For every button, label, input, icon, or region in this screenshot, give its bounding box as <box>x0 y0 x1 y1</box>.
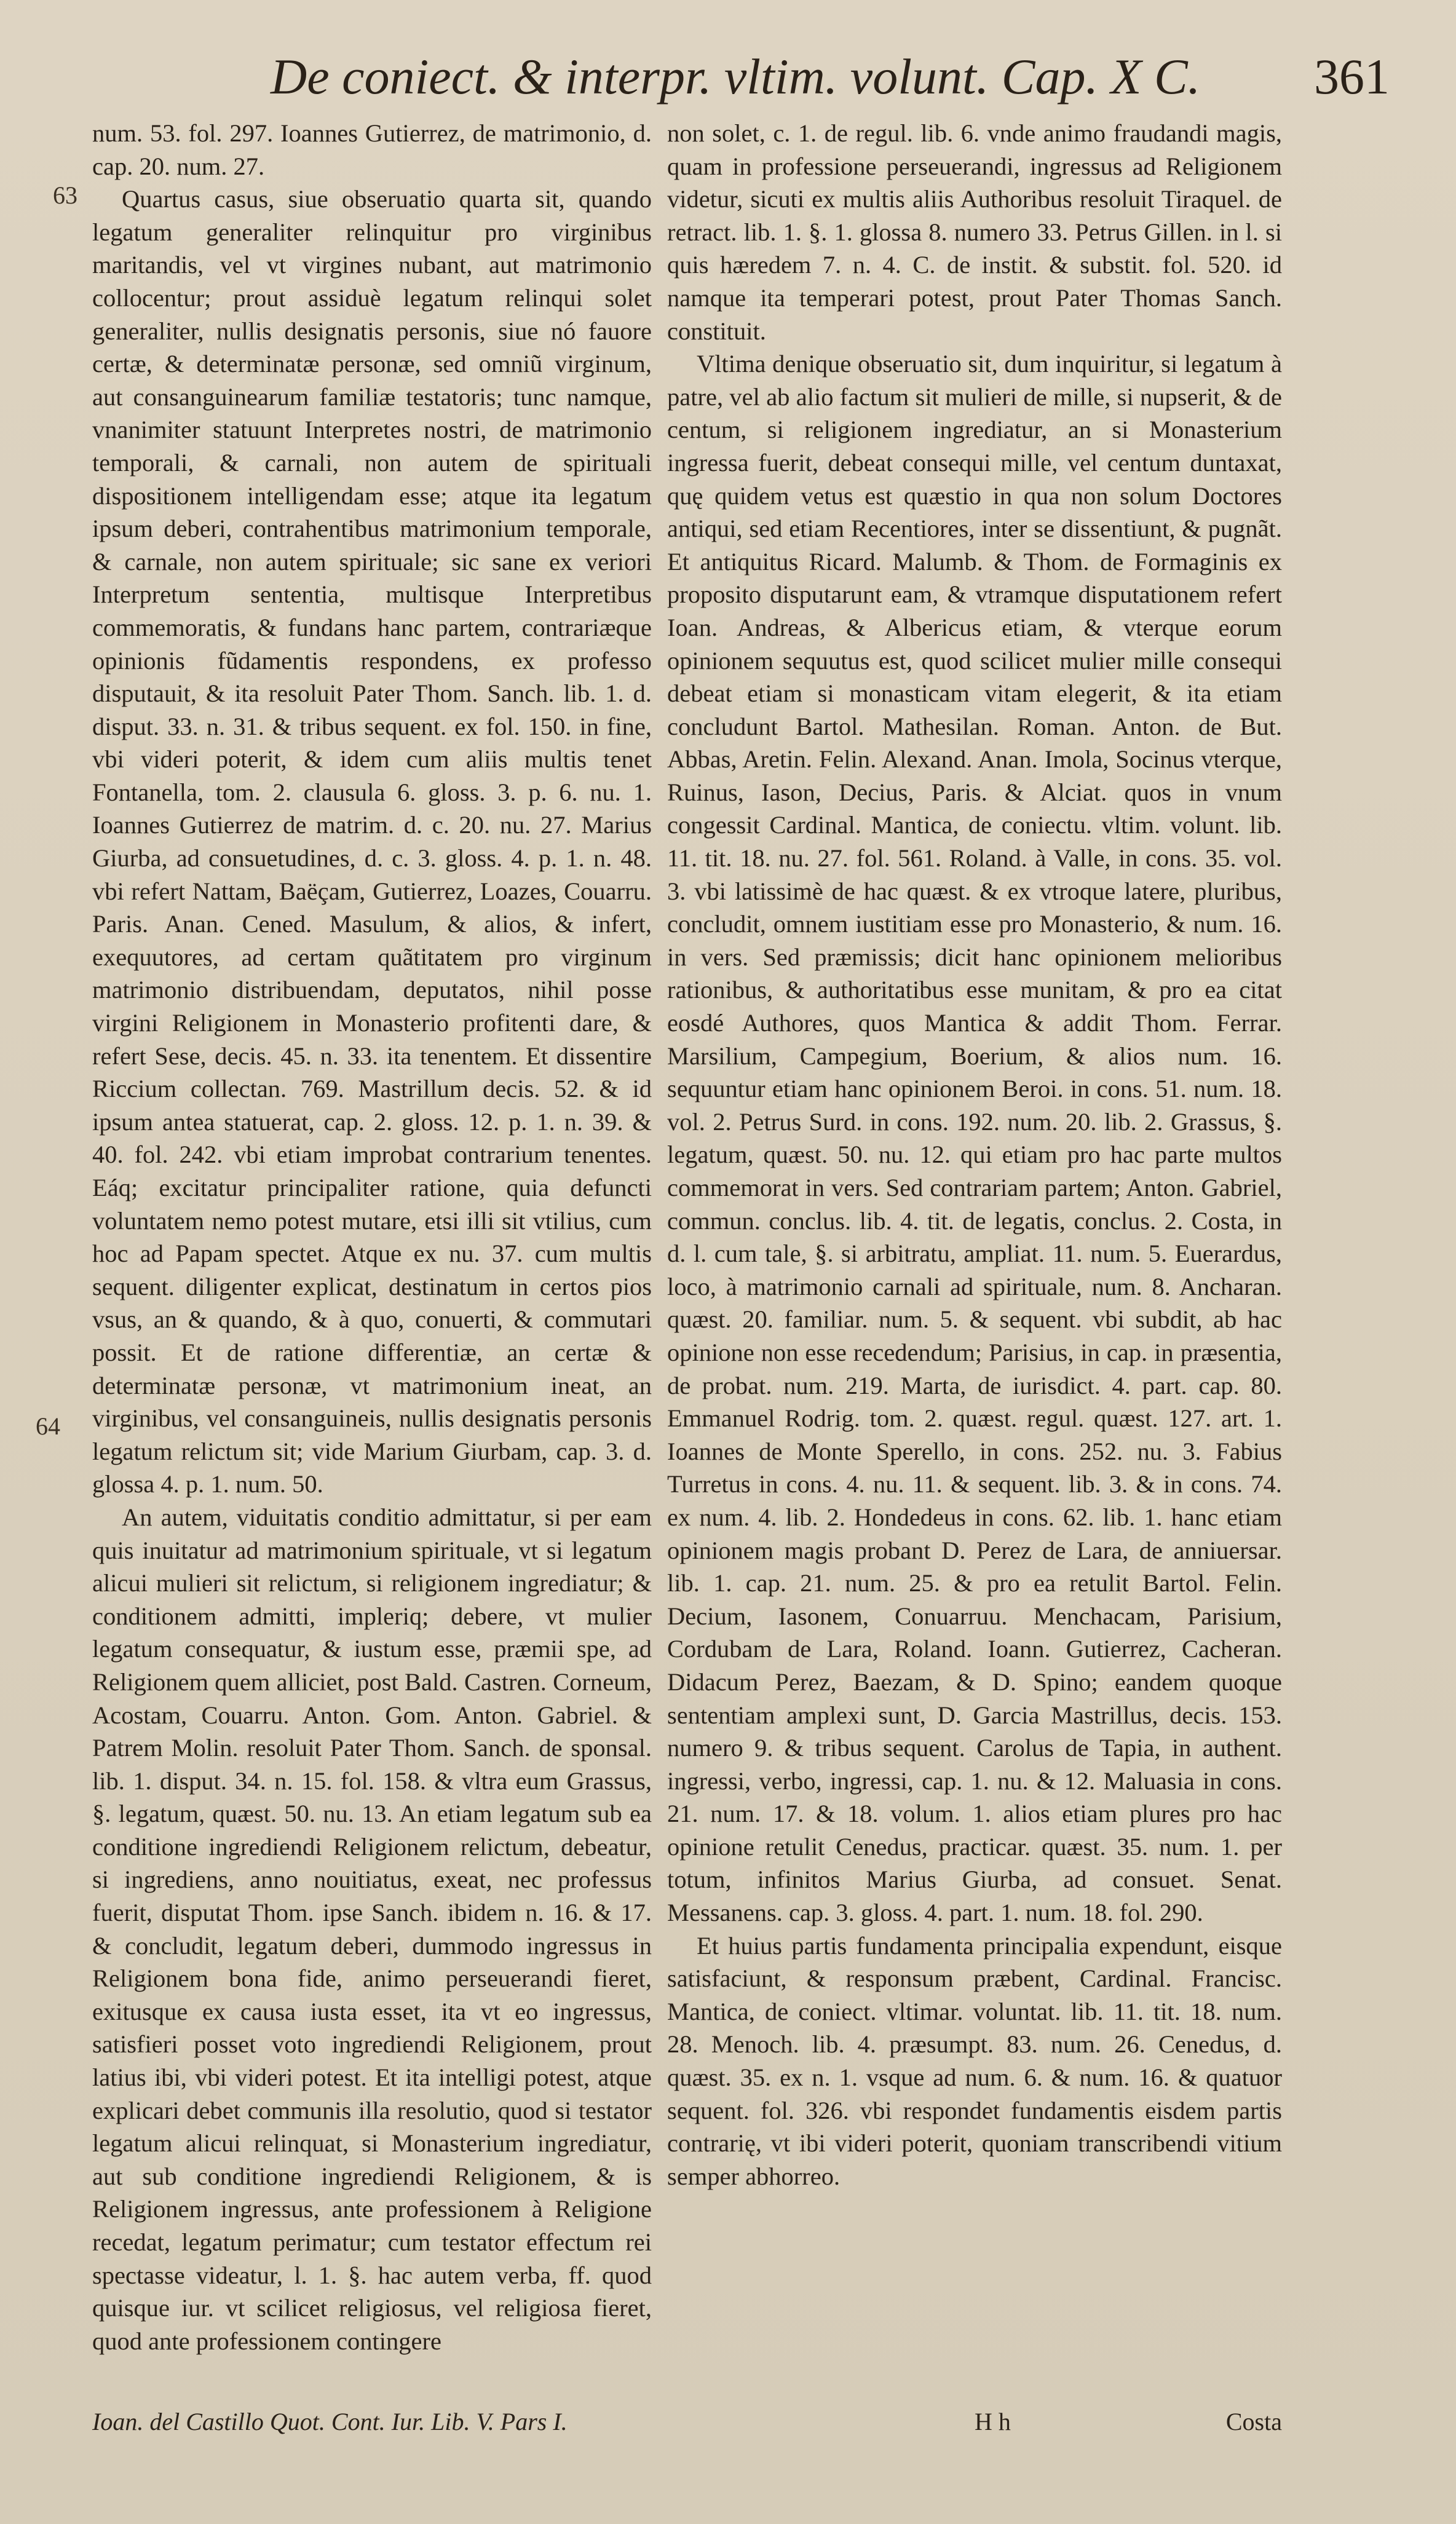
left-paragraph-1: Quartus casus, siue obseruatio quarta sit, quando legatum generaliter relinquitur pro virginibus maritandis, vel vt virgines nubant, aut matrimonio collocentur; prout assiduè legatum relinqui solet generaliter, nullis designatis personis, siue nó fauore certæ, & determinatæ personæ, sed omniũ virginum, aut consanguinearum familiæ testatoris; tunc namque, vnanimiter statuunt Interpretes nostri, de matrimonio temporali, & carnali, non autem de spirituali dispositionem intelligendam esse; atque ita legatum ipsum deberi, contrahentibus matrimonium temporale, & carnale, non autem spirituale; sic sane ex veriori Interpretum sententia, multisque Interpretibus commemoratis, & fundans hanc partem, contrariæque opinionis fũdamentis respondens, ex professo disputauit, & ita resoluit Pater Thom. Sanch. lib. 1. d. disput. 33. n. 31. & tribus sequent. ex fol. 150. in fine, vbi videri poterit, & idem cum aliis multis tenet Fontanella, tom. 2. clausula 6. gloss. 3. p. 6. nu. 1. Ioannes Gutierrez de matrim. d. c. 20. nu. 27. Marius Giurba, ad consuetudines, d. c. 3. gloss. 4. p. 1. n. 48. vbi refert Nattam, Baëçam, Gutierrez, Loazes, Couarru. Paris. Anan. Cened. Masulum, & alios, & infert, exequutores, ad certam quãtitatem pro virginum matrimonio distribuendam, deputatos, nihil posse virgini Religionem in Monasterio profitenti dare, & refert Sese, decis. 45. n. 33. ita tenentem. Et dissentire Riccium collectan. 769. Mastrillum decis. 52. & id ipsum antea statuerat, cap. 2. gloss. 12. p. 1. n. 39. & 40. fol. 242. vbi etiam improbat contrarium tenentes. Eáq; excitatur principaliter ratione, quia defuncti voluntatem nemo potest mutare, etsi illi sit vtilius, cum hoc ad Papam spectet. Atque ex nu. 37. cum multis sequent. diligenter explicat, destinatum in certos pios vsus, an & quando, & à quo, conuerti, & commutari possit. Et de ratione differentiæ, an certæ & determinatæ personæ, vt matrimonium ineat, an virginibus, vel consanguineis, nullis designatis personis legatum relictum sit; vide Marium Giurbam, cap. 3. d. glossa 4. p. 1. num. 50. <box>92 185 652 1498</box>
catchword: Costa <box>1225 2408 1282 2435</box>
margin-number-63: 63 <box>53 181 77 209</box>
left-paragraph-2: An autem, viduitatis conditio admittatur, si per eam quis inuitatur ad matrimonium spirituale, vt si legatum alicui mulieri sit relictum, si religionem ingrediatur; & conditionem admitti, impleriq; debere, vt mulier legatum consequatur, & iustum esse, præmii spe, ad Religionem quem alliciet, post Bald. Castren. Corneum, Acostam, Couarru. Anton. Gom. Anton. Gabriel. & Patrem Molin. resoluit Pater Thom. Sanch. de sponsal. lib. 1. disput. 34. n. 15. fol. 158. & vltra eum Grassus, §. legatum, quæst. 50. nu. 13. An etiam legatum sub ea conditione ingrediendi Religionem relictum, debeatur, si ingrediens, anno nouitiatus, exeat, nec professus fuerit, disputat Thom. ipse Sanch. ibidem n. 16. & 17. & concludit, legatum deberi, dummodo ingressus in Religionem bona fide, animo perseuerandi fieret, exitusque ex causa iusta esset, ita vt eo ingressus, satisfieri posset voto ingrediendi Religionem, prout latius ibi, vbi videri potest. Et ita intelligi potest, atque explicari debet communis illa resolutio, quod si testator legatum alicui relinquat, si Monasterium ingrediatur, aut sub conditione ingrediendi Religionem, & is Religionem ingressus, ante professionem à Religione recedat, legatum perimatur; cum testator effectum rei spectasse videatur, l. 1. §. hac autem verba, ff. quod quisque iur. vt scilicet religiosus, vel religiosa fieret, quod ante professionem contingere <box>92 1503 652 2355</box>
right-column <box>667 117 1282 2404</box>
margin-number-64: 64 <box>36 1412 60 1440</box>
page-number: 361 <box>1314 49 1390 105</box>
running-title: De coniect. & interpr. vltim. volunt. Cap. X C. <box>271 49 1201 105</box>
left-column <box>92 117 652 2404</box>
right-paragraph-1: Vltima denique obseruatio sit, dum inquiritur, si legatum à patre, vel ab alio factum sit mulieri de mille, si nupserit, & de centum, si religionem ingrediatur, an si Monasterium ingressa fuerit, debeat consequi mille, vel centum duntaxat, quę quidem vetus est quæstio in qua non solum Doctores antiqui, sed etiam Recentiores, inter se dissentiunt, & pugnãt. Et antiquitus Ricard. Malumb. & Thom. de Formaginis ex proposito disputarunt eam, & vtramque disputationem refert Ioan. Andreas, & Albericus etiam, & vterque eorum opinionem sequutus est, quod scilicet mulier mille consequi debeat etiam si monasticam vitam elegerit, & ita etiam concludunt Bartol. Mathesilan. Roman. Anton. de But. Abbas, Aretin. Felin. Alexand. Anan. Imola, Socinus vterque, Ruinus, Iason, Decius, Paris. & Alciat. quos in vnum congessit Cardinal. Mantica, de coniectu. vltim. volunt. lib. 11. tit. 18. nu. 27. fol. 561. Roland. à Valle, in cons. 35. vol. 3. vbi latissimè de hac quæst. & ex vtroque latere, pluribus, concludit, omnem iustitiam esse pro Monasterio, & num. 16. in vers. Sed præmissis; dicit hanc opinionem melioribus rationibus, & authoritatibus esse munitam, & pro ea citat eosdé Authores, quos Mantica & addit Thom. Ferrar. Marsilium, Campegium, Boerium, & alios num. 16. sequuntur etiam hanc opinionem Beroi. in cons. 51. num. 18. vol. 2. Petrus Surd. in cons. 192. num. 20. lib. 2. Grassus, §. legatum, quæst. 50. nu. 12. qui etiam pro hac parte multos commemorat in vers. Sed contrariam partem; Anton. Gabriel, commun. conclus. lib. 4. tit. de legatis, conclus. 2. Costa, in d. l. cum tale, §. si arbitratu, ampliat. 11. num. 5. Euerardus, loco, à matrimonio carnali ad spirituale, num. 8. Ancharan. quæst. 20. familiar. num. 5. & sequent. vbi subdit, ab hac opinione non esse recedendum; Parisius, in cap. in præsentia, de probat. num. 219. Marta, de iurisdict. 4. part. cap. 80. Emmanuel Rodrig. tom. 2. quæst. regul. quæst. 127. art. 1. Ioannes de Monte Sperello, in cons. 252. nu. 3. Fabius Turretus in cons. 4. nu. 11. & sequent. lib. 3. & in cons. 74. ex num. 4. lib. 2. Hondedeus in cons. 62. lib. 1. hanc etiam opinionem magis probant D. Perez de Lara, de anniuersar. lib. 1. cap. 21. num. 25. & pro ea retulit Bartol. Felin. Decium, Iasonem, Conuarruu. Menchacam, Parisium, Cordubam de Lara, Roland. Ioann. Gutierrez, Cacheran. Didacum Perez, Baezam, & D. Spino; eandem quoque sententiam amplexi sunt, D. Garcia Mastrillus, decis. 153. numero 9. & tribus sequent. Carolus de Tapia, in authent. ingressi, verbo, ingressi, cap. 1. nu. & 12. Maluasia in cons. 21. num. 17. & 18. volum. 1. alios etiam plures pro hac opinione retulit Cenedus, practicar. quæst. 35. num. 1. per totum, infinitos Marius Giurba, ad consuet. Senat. Messanens. cap. 3. gloss. 4. part. 1. num. 18. fol. 290. <box>667 350 1282 1927</box>
right-paragraph-0: non solet, c. 1. de regul. lib. 6. vnde animo fraudandi magis, quam in professione perseuerandi, ingressus ad Religionem videtur, sicuti ex multis aliis Authoribus resoluit Tiraquel. de retract. lib. 1. §. 1. glossa 8. numero 33. Petrus Gillen. in l. si quis hæredem 7. n. 4. C. de instit. & substit. fol. 520. id namque ita temperari potest, prout Pater Thomas Sanch. constituit. <box>667 119 1282 345</box>
right-paragraph-2: Et huius partis fundamenta principalia expendunt, eisque satisfaciunt, & responsum præbent, Cardinal. Francisc. Mantica, de coniect. vltimar. voluntat. lib. 11. tit. 18. num. 28. Menoch. lib. 4. præsumpt. 83. num. 26. Cenedus, d. quæst. 35. ex n. 1. vsque ad num. 6. & num. 16. & quatuor sequent. fol. 326. vbi respondet fundamentis eisdem partis contrarię, vt ibi videri poterit, quoniam transcribendi vitium semper abhorreo. <box>667 1931 1282 2190</box>
running-header <box>258 31 1414 123</box>
footer-right <box>667 2405 1282 2440</box>
signature-mark: H h <box>975 2408 1011 2435</box>
footer-signature-line: Ioan. del Castillo Quot. Cont. Iur. Lib. V. Pars I. <box>92 2408 568 2435</box>
left-paragraph-0: num. 53. fol. 297. Ioannes Gutierrez, de matrimonio, d. cap. 20. num. 27. <box>92 119 652 180</box>
